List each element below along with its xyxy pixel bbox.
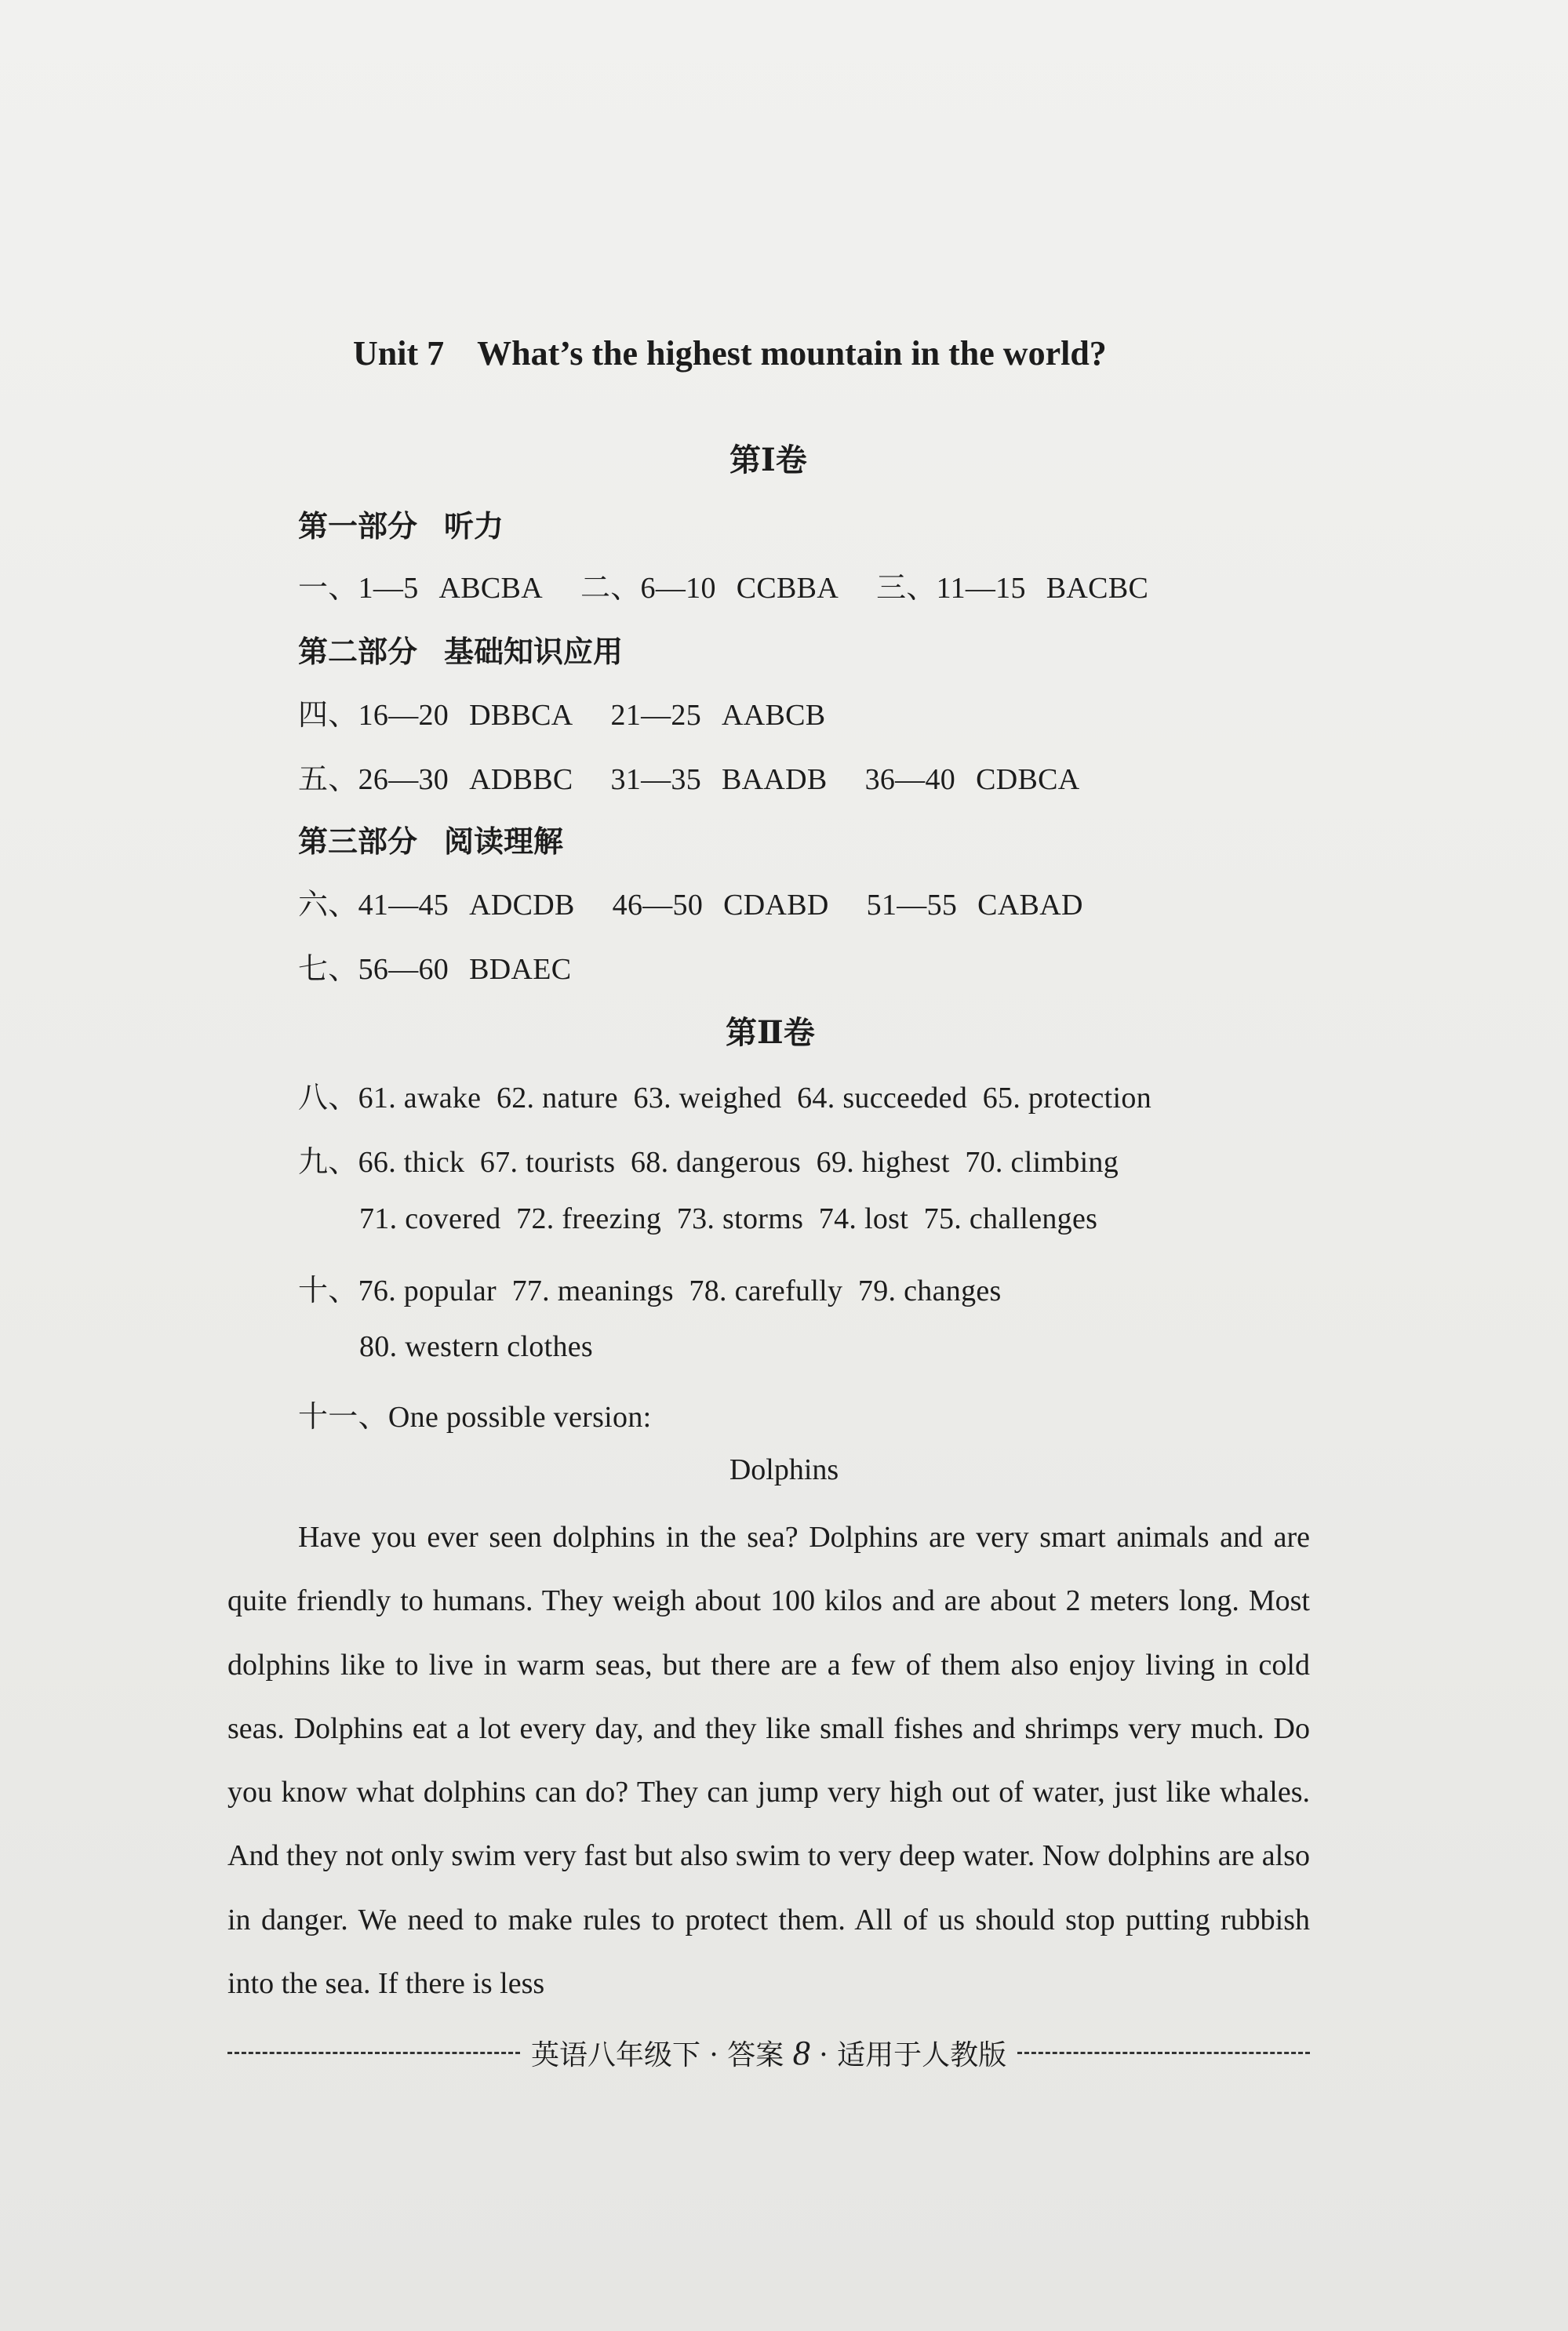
answer-label: 三、11—15 (876, 572, 1026, 605)
answer-value: CDBCA (976, 763, 1080, 796)
answer-label: 四、16—20 (298, 699, 449, 732)
answer-label: 七、56—60 (298, 953, 449, 986)
part-3-name: 阅读理解 (444, 824, 564, 859)
vocab-line-10b: 80. western clothes (359, 1330, 594, 1363)
answer-line-1 (298, 563, 1148, 606)
answer-label: 21—25 (610, 699, 702, 732)
answer-value: CCBBA (736, 572, 839, 605)
vocab-line-9b: 71. covered 72. freezing 73. storms 74. lost 75. challenges (359, 1202, 1098, 1235)
unit-title (353, 333, 1294, 373)
answer-line-6 (298, 880, 1083, 923)
footer-edition: · 适用于人教版 (819, 2039, 1007, 2071)
part-3-label: 第三部分 (298, 824, 418, 859)
volume-1-heading: 第Ⅰ卷 (729, 442, 807, 478)
part-3-heading (298, 817, 563, 860)
page-footer (227, 2033, 1310, 2073)
answer-label: 31—35 (610, 763, 702, 796)
answer-value: DBBCA (469, 699, 573, 732)
answer-value: BDAEC (469, 953, 572, 986)
answer-value: BAADB (722, 763, 828, 796)
part-2-label: 第二部分 (298, 635, 418, 669)
vocab-line-9a: 九、66. thick 67. tourists 68. dangerous 69. highest 70. climbing (298, 1146, 1119, 1179)
footer-page-number: 8 (792, 2034, 810, 2072)
unit-question: What’s the highest mountain in the world? (477, 334, 1107, 373)
part-1-label: 第一部分 (298, 509, 418, 544)
answer-label: 46—50 (612, 889, 704, 922)
unit-number: Unit 7 (353, 334, 445, 373)
answer-label: 51—55 (866, 889, 958, 922)
answer-line-4 (298, 690, 825, 733)
answer-value: ADBBC (469, 763, 573, 796)
part-2-name: 基础知识应用 (444, 635, 624, 669)
answer-value: CDABD (723, 889, 829, 922)
answer-line-7 (298, 944, 571, 987)
answer-label: 一、1—5 (298, 572, 419, 605)
answer-value: CABAD (977, 889, 1083, 922)
answer-value: ABCBA (438, 572, 543, 605)
footer-rule-left (227, 2052, 520, 2054)
answer-label: 二、6—10 (580, 572, 716, 605)
vocab-line-8: 八、61. awake 62. nature 63. weighed 64. succeeded 65. protection (298, 1082, 1151, 1115)
part-2-heading (298, 627, 623, 671)
volume-2-heading: 第Ⅱ卷 (726, 1014, 815, 1051)
answer-label: 六、41—45 (298, 889, 449, 922)
footer-book: 英语八年级下 · 答案 (530, 2039, 784, 2071)
vocab-line-10a: 十、76. popular 77. meanings 78. carefully 79. changes (298, 1275, 1002, 1307)
footer-rule-right (1017, 2052, 1310, 2054)
answer-line-5 (298, 755, 1079, 798)
answer-label: 五、26—30 (298, 763, 449, 796)
answer-value: AABCB (722, 699, 826, 732)
answer-label: 36—40 (864, 763, 956, 796)
essay-body: Have you ever seen dolphins in the sea? Dolphins are very smart animals and are quite friendly to humans. They weigh about 100 kilos and are about 2 meters long. Most dolphins like to live in warm seas, but there are a few of them also enjoy living in cold seas. Dolphins eat a lot every day, and they like small fishes and shrimps very much. Do you know what dolphins can do? They can jump very high out of water, just like whales. And they not only swim very fast but also swim to very deep water. Now dolphins are also in danger. We need to make rules to protect them. All of us should stop putting rubbish into the sea. If there is less (227, 1521, 1310, 2001)
footer-text (520, 2033, 1017, 2073)
answer-value: ADCDB (469, 889, 575, 922)
essay-title: Dolphins (729, 1453, 839, 1486)
part-1-name: 听力 (444, 509, 504, 544)
writing-intro: 十一、One possible version: (298, 1401, 652, 1434)
answer-value: BACBC (1046, 572, 1149, 605)
part-1-heading (298, 502, 504, 545)
